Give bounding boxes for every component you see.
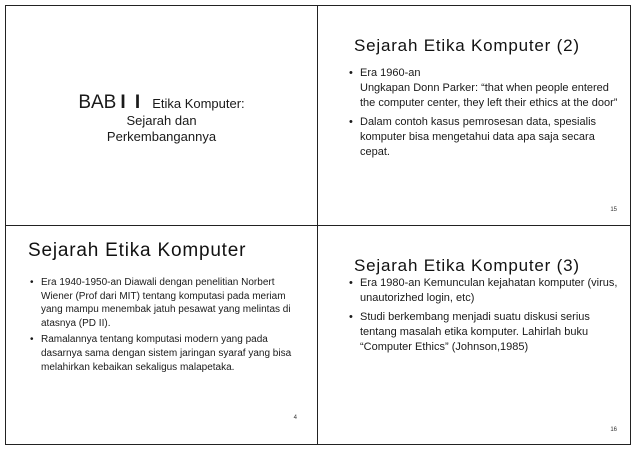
bullet-dot: • [349, 277, 353, 289]
page-number: 15 [610, 207, 617, 213]
title-line [6, 94, 317, 113]
bullet-text: Era 1940-1950-an Diawali dengan penelitian Norbert Wiener (Prof dari MIT) tentang komputasi pada meriam yang mampu menembak jatuh pesawat yang melintas di atasnya (PD II). [41, 277, 291, 329]
bullet-dot: • [30, 277, 34, 288]
page-number: 16 [610, 427, 617, 433]
slide-sejarah-2 [318, 6, 631, 225]
slide-sejarah-3 [318, 226, 631, 445]
subtitle-line-1: Etika Komputer: [152, 96, 245, 111]
bullet-item [30, 333, 303, 374]
bab-label: BAB [78, 92, 117, 113]
bullet-list [30, 276, 303, 377]
bullet-text: Era 1980-an Kemunculan kejahatan komputer (virus, unautorizhed login, etc) [360, 277, 618, 304]
bullet-text: Studi berkembang menjadi suatu diskusi serius tentang masalah etika komputer. Lahirlah buku “Computer Ethics” (Johnson,1985) [360, 311, 590, 353]
bullet-item [349, 276, 622, 306]
page-number: 4 [293, 415, 297, 421]
handout-sheet [5, 5, 631, 445]
bullet-dot: • [349, 311, 353, 323]
bullet-dot: • [349, 116, 353, 128]
quote-text: Ungkapan Donn Parker: “that when people entered the computer center, they left their ethics at the door” [360, 82, 618, 109]
bullet-list [349, 66, 622, 164]
slide-title [6, 6, 317, 225]
bullet-text: Ramalannya tentang komputasi modern yang pada dasarnya sama dengan sistem jaringan syaraf yang bisa melahirkan kebaikan sekaligus malapetaka. [41, 334, 292, 373]
chapter-number: I I [120, 92, 143, 113]
bullet-text: Era 1960-an [360, 67, 421, 79]
slide-heading: Sejarah Etika Komputer (3) [354, 256, 580, 275]
bullet-item [349, 115, 622, 160]
bullet-text: Dalam contoh kasus pemrosesan data, spesialis komputer bisa mengetahui data apa saja secara cepat. [360, 116, 597, 158]
bullet-dot: • [349, 67, 353, 79]
bullet-item [349, 310, 622, 355]
subtitle-line-3: Perkembangannya [106, 129, 217, 144]
bullet-list [349, 276, 622, 359]
bullet-item [349, 66, 622, 111]
slide-sejarah-1 [6, 226, 317, 445]
bullet-dot: • [30, 334, 34, 346]
slide-heading: Sejarah Etika Komputer (2) [354, 36, 580, 55]
title-block [6, 94, 317, 145]
subtitle-line-2: Sejarah dan [126, 113, 197, 128]
bullet-item [30, 276, 303, 330]
slide-heading: Sejarah Etika Komputer [28, 240, 247, 261]
